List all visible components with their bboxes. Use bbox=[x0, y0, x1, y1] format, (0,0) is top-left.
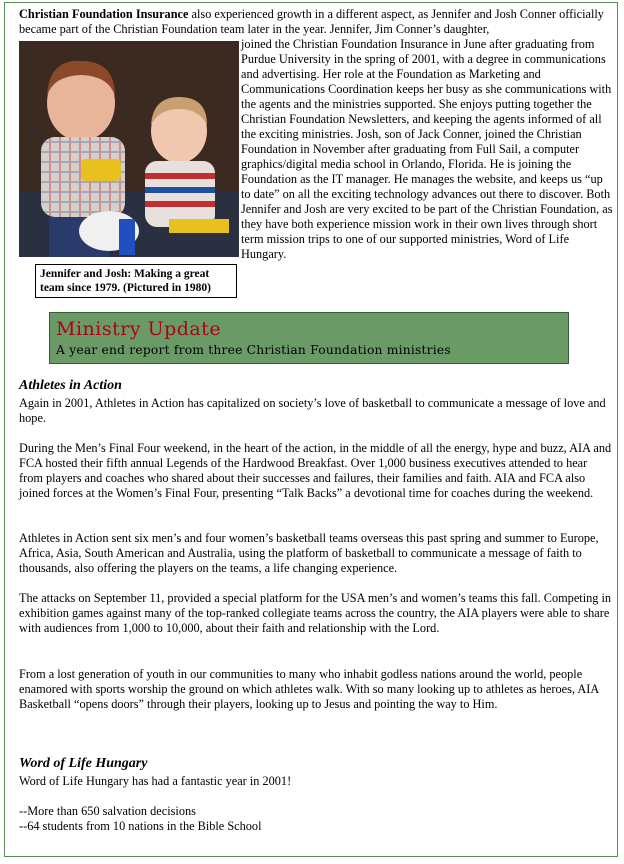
newsletter-page bbox=[4, 2, 618, 857]
photo-jennifer-josh bbox=[19, 41, 239, 257]
aia-paragraph-2: During the Men’s Final Four weekend, in the heart of the action, in the middle of all the energy, hype and buzz, AIA and FCA hosted their fifth annual Legends of the Hardwood Breakfast. Over 1,000 business executives attended to hear from players and coaches who shared about their successes and failures, their families and faith. AIA and FCA also joined forces at the Women’s Final Four, presenting “Talk Backs” a devotional time for coaches during the weekend. bbox=[19, 441, 612, 500]
photo-illustration bbox=[19, 41, 239, 257]
intro-right-text: joined the Christian Foundation Insurance in June after graduating from Purdue University in the spring of 2001, with a degree in communications and advertising. Her role at the Foundation as Marketing and Communications Coordination keeps her busy as she communications with the agents and the ministries supported. She enjoys putting together the Christian Foundation Newsletters, and keeping the agents informed of all the exciting ministries. Josh, son of Jack Conner, joined the Christian Foundation in November after graduating from Full Sail, a computer graphics/digital media school in Orlando, Florida. He is joining the Foundation as the IT manager. He manages the website, and keeps us “up to date” on all the exciting technology advances out there to discover. Both Jennifer and Josh are very excited to be part of the Christian Foundation, as they have both experience mission work in their own lives through short term mission trips to one of our supported ministries, Word of Life Hungary. bbox=[241, 37, 613, 261]
banner-title: Ministry Update bbox=[56, 318, 222, 340]
wol-item-2: --64 students from 10 nations in the Bible School bbox=[19, 819, 262, 833]
photo-caption: Jennifer and Josh: Making a great team since 1979. (Pictured in 1980) bbox=[35, 264, 237, 298]
section-heading-wol: Word of Life Hungary bbox=[19, 756, 148, 771]
wol-item-1: --More than 650 salvation decisions bbox=[19, 804, 196, 818]
aia-paragraph-1: Again in 2001, Athletes in Action has capitalized on society’s love of basketball to communicate a message of love and hope. bbox=[19, 396, 606, 425]
aia-paragraph-5: From a lost generation of youth in our communities to many who inhabit godless nations around the world, people enamored with sports worship the ground on which athletes walk. With so many looking up to athletes as heroes, AIA Basketball “opens doors” through their players, looking up to Jesus and pointing the way to Him. bbox=[19, 667, 599, 711]
intro-lead-bold: Christian Foundation Insurance bbox=[19, 7, 189, 21]
aia-paragraph-3: Athletes in Action sent six men’s and four women’s basketball teams overseas this past spring and summer to Europe, Africa, Asia, South American and Australia, using the platform of basketball to communicate a message of faith to thousands, also offering the players on the teams, a life changing experience. bbox=[19, 531, 599, 575]
intro-top-body: also experienced growth in a different aspect, as Jennifer and Josh Conner officially became part of the Christian Foundation team later in the year. Jennifer, Jim Conner’s daughter, bbox=[19, 7, 604, 36]
section-heading-aia: Athletes in Action bbox=[19, 378, 122, 393]
banner-subtitle: A year end report from three Christian Foundation ministries bbox=[56, 343, 451, 357]
aia-paragraph-4: The attacks on September 11, provided a special platform for the USA men’s and women’s teams this fall. Competing in exhibition games against many of the top-ranked collegiate teams across the country, the AIA players were able to share with audiences from 1,000 to 10,000, about their faith and relationship with the Lord. bbox=[19, 591, 612, 635]
wol-intro: Word of Life Hungary has had a fantastic year in 2001! bbox=[19, 774, 292, 788]
intro-top-text bbox=[19, 7, 613, 37]
ministry-update-banner bbox=[49, 312, 569, 364]
